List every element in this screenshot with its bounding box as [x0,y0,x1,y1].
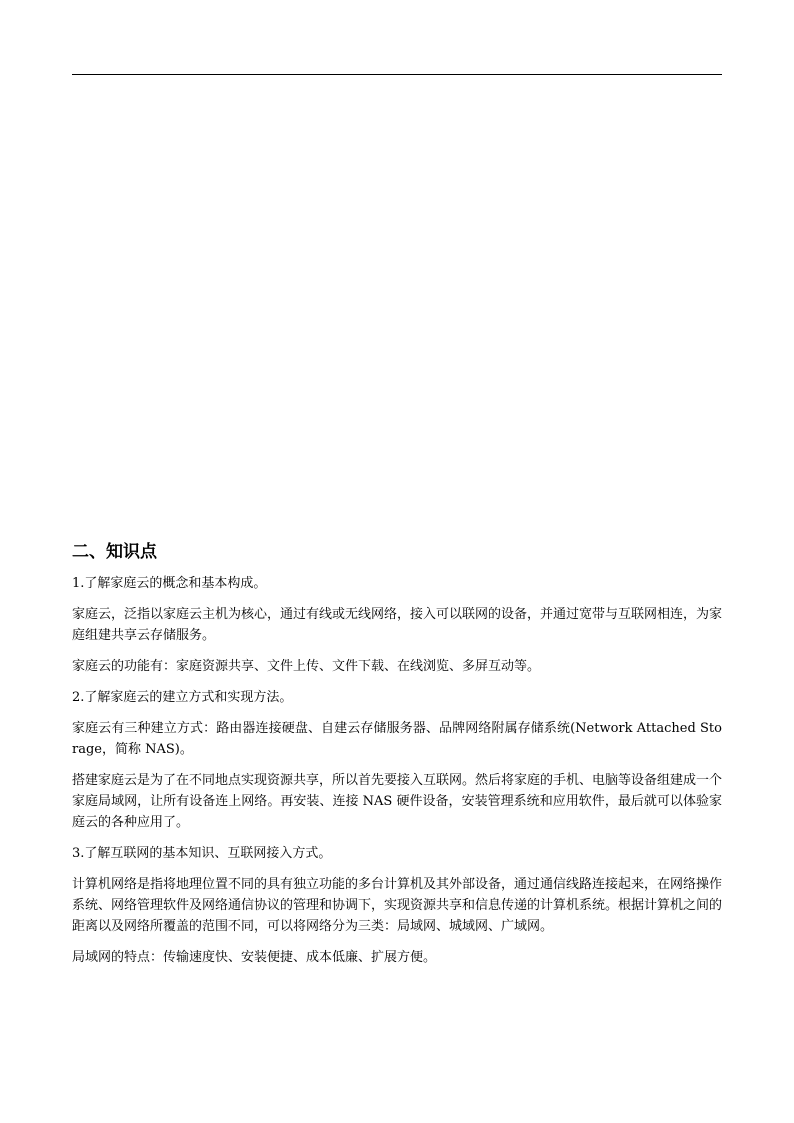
paragraph-home-cloud-definition: 家庭云，泛指以家庭云主机为核心，通过有线或无线网络，接入可以联网的设备，并通过宽带与互联网相连，为家庭组建共享云存储服务。 [72,607,723,643]
paragraph-objective-2: 2.了解家庭云的建立方式和实现方法。 [72,690,293,705]
paragraph-build-steps: 搭建家庭云是为了在不同地点实现资源共享，所以首先要接入互联网。然后将家庭的手机、电脑等设备组建成一个家庭局域网，让所有设备连上网络。再安装、连接 NAS 硬件设备，安装管理系统和应用软件，最后就可以体验家庭云的各种应用了。 [72,773,723,830]
paragraph-home-cloud-functions: 家庭云的功能有：家庭资源共享、文件上传、文件下载、在线浏览、多屏互动等。 [72,659,541,674]
paragraph-build-methods: 家庭云有三种建立方式：路由器连接硬盘、自建云存储服务器、品牌网络附属存储系统(Network Attached Storage，简称 NAS)。 [72,721,722,757]
paragraph-objective-1: 1.了解家庭云的概念和基本构成。 [72,576,267,591]
paragraph-lan-features: 局域网的特点：传输速度快、安装便捷、成本低廉、扩展方便。 [72,950,437,965]
paragraph-objective-3: 3.了解互联网的基本知识、互联网接入方式。 [72,846,332,861]
paragraph-network-definition: 计算机网络是指将地理位置不同的具有独立功能的多台计算机及其外部设备，通过通信线路连接起来，在网络操作系统、网络管理软件及网络通信协议的管理和协调下，实现资源共享和信息传递的计算机系统。根据计算机之间的距离以及网络所覆盖的范围不同，可以将网络分为三类：局域网、城域网、广域网。 [72,877,723,934]
section-heading: 二、知识点 [72,542,157,562]
header-rule [72,74,722,75]
section-knowledge-points [72,540,722,978]
